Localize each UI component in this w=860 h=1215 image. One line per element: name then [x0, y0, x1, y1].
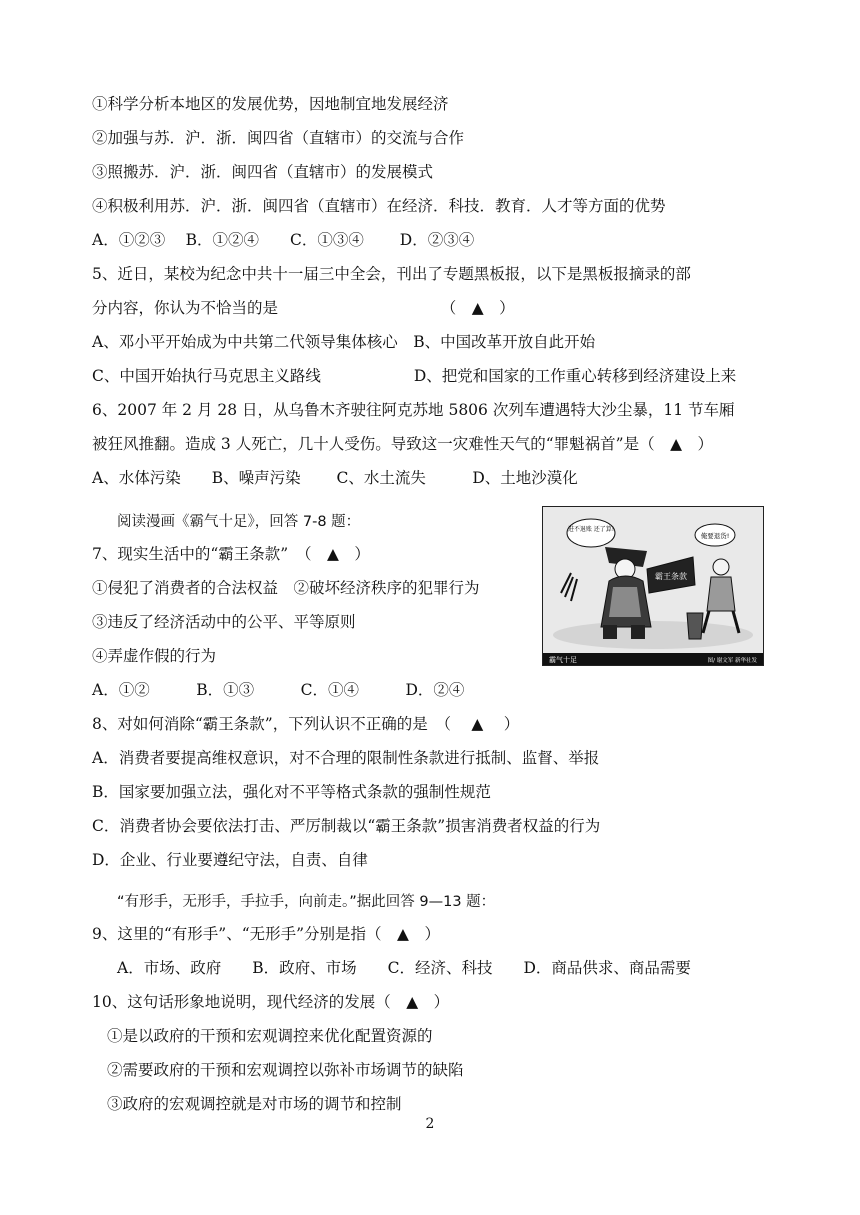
- text-line: ①侵犯了消费者的合法权益 ②破坏经济秩序的犯罪行为: [92, 579, 480, 597]
- question-5: 5、近日，某校为纪念中共十一届三中全会，刊出了专题黑板报，以下是黑板报摘录的部: [92, 265, 691, 283]
- bubble-left-text: 进不退账 还了算!: [567, 526, 615, 533]
- question-10: 10、这句话形象地说明，现代经济的发展（ ▲ ）: [92, 993, 450, 1011]
- question-7: 7、现实生活中的“霸王条款” （ ▲ ）: [92, 545, 370, 563]
- text-line: D．企业、行业要遵纪守法，自责、自律: [92, 851, 368, 869]
- cartoon-image: [542, 506, 764, 666]
- text-line: A．消费者要提高维权意识，对不合理的限制性条款进行抵制、监督、举报: [92, 749, 600, 767]
- cartoon-caption-right: 图/ 谢文军 新华社发: [707, 658, 757, 664]
- text-line: ③照搬苏．沪．浙．闽四省（直辖市）的发展模式: [92, 163, 434, 181]
- text-line: C．消费者协会要依法打击、严厉制裁以“霸王条款”损害消费者权益的行为: [92, 817, 601, 835]
- question-8: 8、对如何消除“霸王条款”，下列认识不正确的是 （ ▲ ）: [92, 715, 520, 733]
- text-line: ①是以政府的干预和宏观调控来优化配置资源的: [107, 1027, 433, 1045]
- page-number: 2: [425, 1116, 435, 1132]
- answer-options: A、水体污染 B、噪声污染 C、水土流失 D、土地沙漠化: [92, 469, 578, 487]
- reading-prompt: “有形手，无形手，手拉手，向前走。”据此回答 9—13 题：: [117, 894, 496, 910]
- answer-options: A、邓小平开始成为中共第二代领导集体核心 B、中国改革开放自此开始: [92, 333, 596, 351]
- text-line: ②加强与苏．沪．浙．闽四省（直辖市）的交流与合作: [92, 129, 465, 147]
- text-line: B．国家要加强立法，强化对不平等格式条款的强制性规范: [92, 783, 491, 801]
- text-line: ④积极利用苏．沪．浙．闽四省（直辖市）在经济．科技．教育．人才等方面的优势: [92, 197, 666, 215]
- reading-prompt: 阅读漫画《霸气十足》，回答 7-8 题：: [117, 514, 361, 530]
- bubble-right-text: 俺要退货!: [700, 532, 730, 540]
- text-line: ③政府的宏观调控就是对市场的调节和控制: [107, 1095, 402, 1113]
- text-line: 被狂风推翻。造成 3 人死亡，几十人受伤。导致这一灾难性天气的“罪魁祸首”是（ ▲ ）: [92, 435, 713, 453]
- text-line: ④弄虚作假的行为: [92, 647, 217, 665]
- answer-options: A．①②③ B．①②④ C．①③④ D．②③④: [92, 231, 475, 249]
- banner-text: 霸王条款: [655, 572, 687, 581]
- text-line: 分内容，你认为不恰当的是 （ ▲ ）: [92, 299, 515, 317]
- answer-options: C、中国开始执行马克思主义路线 D、把党和国家的工作重心转移到经济建设上来: [92, 367, 737, 385]
- answer-options: A．市场、政府 B．政府、市场 C．经济、科技 D．商品供求、商品需要: [117, 959, 691, 977]
- text-line: ①科学分析本地区的发展优势，因地制宜地发展经济: [92, 95, 449, 113]
- text-line: ③违反了经济活动中的公平、平等原则: [92, 613, 356, 631]
- answer-options: A．①② B．①③ C．①④ D．②④: [92, 681, 465, 699]
- question-6: 6、2007 年 2 月 28 日，从乌鲁木齐驶往阿克苏地 5806 次列车遭遇特大沙尘暴，11 节车厢: [92, 401, 735, 419]
- text-line: ②需要政府的干预和宏观调控以弥补市场调节的缺陷: [107, 1061, 464, 1079]
- cartoon-caption-left: 霸气十足: [549, 656, 577, 664]
- question-9: 9、这里的“有形手”、“无形手”分别是指（ ▲ ）: [92, 925, 440, 943]
